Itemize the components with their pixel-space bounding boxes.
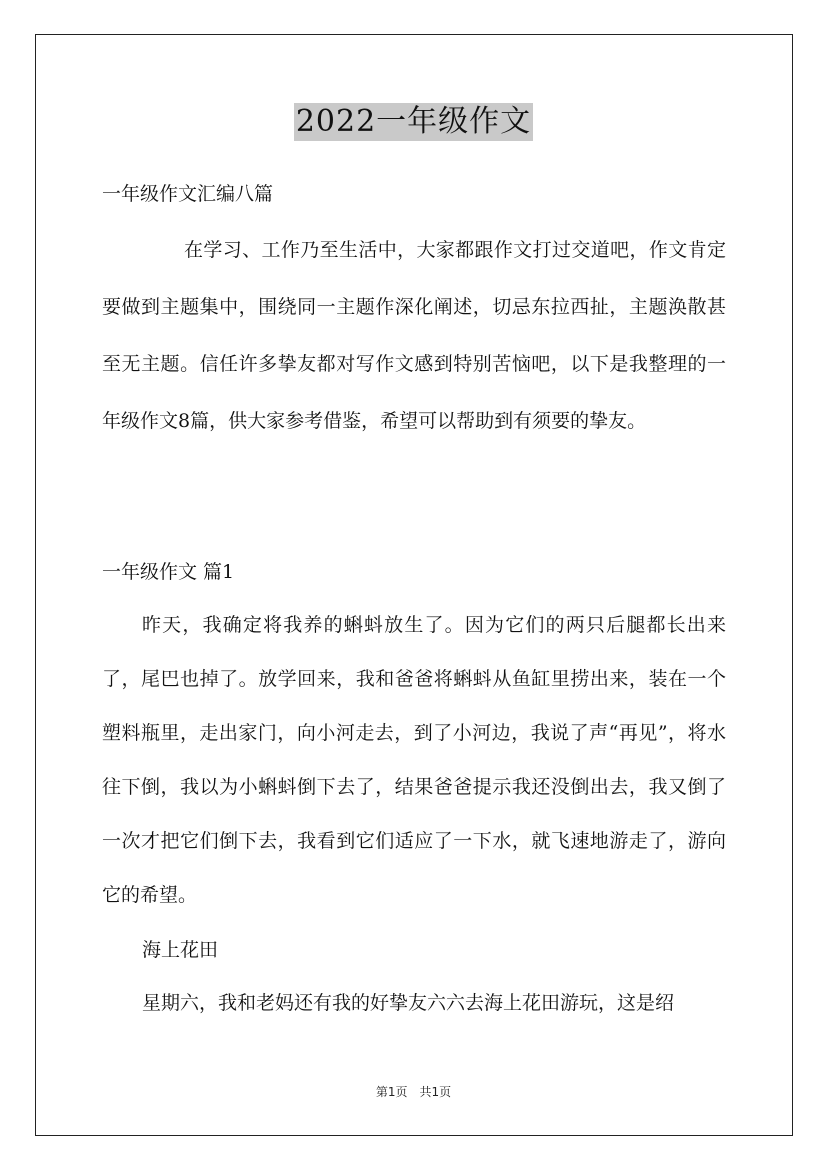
page-total: 共1页 [419, 1085, 452, 1099]
document-title [0, 103, 827, 141]
body-paragraph: 昨天，我确定将我养的蝌蚪放生了。因为它们的两只后腿都长出来了，尾巴也掉了。放学回来，我和爸爸将蝌蚪从鱼缸里捞出来，装在一个塑料瓶里，走出家门，向小河走去，到了小河边，我说了声“再见”，将水往下倒，我以为小蝌蚪倒下去了，结果爸爸提示我还没倒出去，我又倒了一次才把它们倒下去，我看到它们适应了一下水，就飞速地游走了，游向它的希望。 [102, 614, 726, 906]
intro-paragraph: 在学习、工作乃至生活中，大家都跟作文打过交道吧，作文肯定要做到主题集中，围绕同一主题作深化阐述，切忌东拉西扯，主题涣散甚至无主题。信任许多挚友都对写作文感到特别苦恼吧，以下是我整理的一年级作文8篇，供大家参考借鉴，希望可以帮助到有须要的挚友。 [102, 239, 726, 432]
page-footer [0, 1083, 827, 1100]
body-paragraph-continued: 星期六，我和老妈还有我的好挚友六六去海上花田游玩，这是绍 [142, 992, 675, 1014]
document-subtitle: 一年级作文汇编八篇 [102, 183, 274, 205]
document-title-text: 2022一年级作文 [295, 104, 532, 139]
section-heading: 一年级作文 篇1 [102, 561, 235, 583]
sub-heading: 海上花田 [142, 939, 219, 961]
page-number: 第1页 [375, 1085, 408, 1099]
